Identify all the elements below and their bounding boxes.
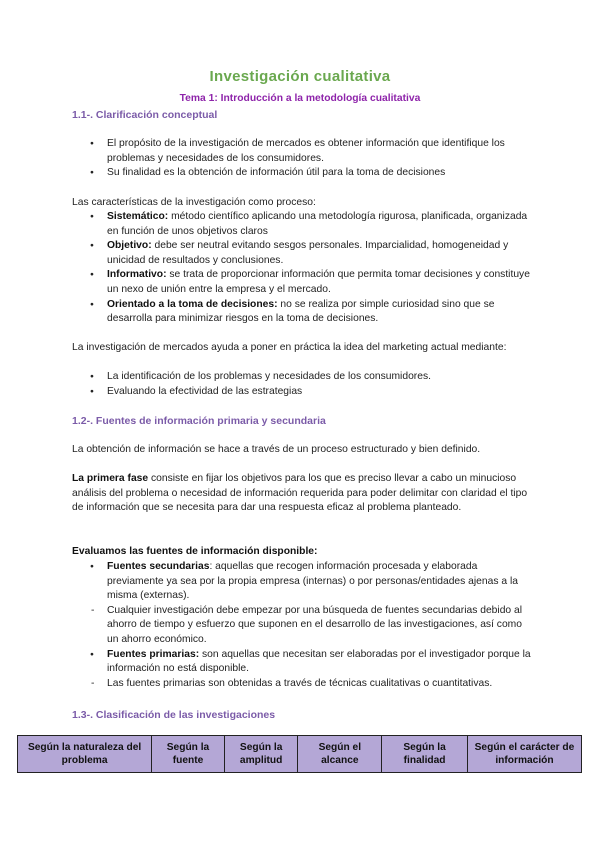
sources-list [72,560,532,691]
list-item [72,604,532,648]
table-header-cell: Según la finalidad [382,736,468,773]
feature-text: método científico aplicando una metodología rigurosa, planificada, organizada en función de unos objetivos claros [107,211,528,237]
table-header-row [18,736,582,773]
document-title: Investigación cualitativa [209,68,391,85]
document-subtitle: Tema 1: Introducción a la metodología cualitativa [179,93,421,104]
list-item [72,648,532,677]
source-text: : aquellas que recogen información procesada y elaborada previamente ya sea por la propia empresa (internas) o por personas/entidades ajenas a la misma (externas). [107,561,518,602]
feature-text: se trata de proporcionar información que permita tomar decisiones y constituye un nexo de unión entre la empresa y el mercado. [107,269,530,295]
feature-term: Orientado a la toma de decisiones: [107,298,278,310]
evaluate-heading-text: Evaluamos las fuentes de información disponible: [72,546,318,557]
features-list [72,210,532,327]
list-item: ● El propósito de la investigación de mercados es obtener información que identifique los problemas y necesidades de los consumidores. [72,137,532,166]
first-phase-paragraph [72,472,532,516]
list-item [72,268,532,297]
source-text: Cualquier investigación debe empezar por una búsqueda de fuentes secundarias debido al ahorro de tiempo y esfuerzo que suponen en el desarrollo de las investigaciones, así como un ahorro económico. [107,604,523,645]
purpose-list [72,137,532,181]
section-heading-1-3: 1.3-. Clasificación de las investigaciones [72,709,276,721]
list-item: ● Evaluando la efectividad de las estrategias [72,385,532,400]
first-phase-text: consiste en fijar los objetivos para los que es preciso llevar a cabo un minucioso análisis del problema o necesidad de información requerida para poder delimitar con claridad el tipo de información que se necesita para dar una respuesta eficaz al problema planteado. [72,473,528,514]
process-paragraph: La obtención de información se hace a través de un proceso estructurado y bien definido. [72,444,481,455]
section-heading-1-1: 1.1-. Clarificación conceptual [72,109,218,121]
section-heading-1-2: 1.2-. Fuentes de información primaria y secundaria [72,415,326,427]
table-header-cell: Según la fuente [152,736,225,773]
list-item [72,210,532,239]
feature-text: debe ser neutral evitando sesgos personales. Imparcialidad, homogeneidad y unicidad de resultados y conclusiones. [107,240,509,266]
feature-term: Informativo: [107,269,167,281]
list-item [72,298,532,327]
evaluate-heading [72,545,532,560]
source-text: Las fuentes primarias son obtenidas a través de técnicas cualitativas o cuantitativas. [107,677,493,689]
source-text: son aquellas que necesitan ser elaboradas por el investigador porque la información no está disponible. [107,648,531,675]
classification-table [17,735,582,773]
source-term: Fuentes secundarias [107,561,210,572]
list-item [72,677,532,692]
feature-term: Sistemático: [107,211,169,222]
table-header-cell: Según el alcance [298,736,382,773]
feature-text: no se realiza por simple curiosidad sino que se desarrolla para minimizar riesgos en la toma de decisiones. [107,298,495,325]
marketing-list [72,370,532,399]
list-item [72,560,532,604]
source-term: Fuentes primarias: [107,648,200,660]
feature-term: Objetivo: [107,240,152,252]
list-item [72,239,532,268]
table-header-cell: Según la amplitud [224,736,298,773]
features-intro: Las características de la investigación como proceso: [72,197,316,208]
first-phase-label: La primera fase [72,473,149,484]
table-header-cell: Según la naturaleza del problema [18,736,152,773]
list-item: ● La identificación de los problemas y necesidades de los consumidores. [72,370,532,385]
list-item: ● Su finalidad es la obtención de información útil para la toma de decisiones [72,166,532,181]
marketing-paragraph: La investigación de mercados ayuda a poner en práctica la idea del marketing actual mediante: [72,342,507,353]
table-header-cell: Según el carácter de información [467,736,581,773]
